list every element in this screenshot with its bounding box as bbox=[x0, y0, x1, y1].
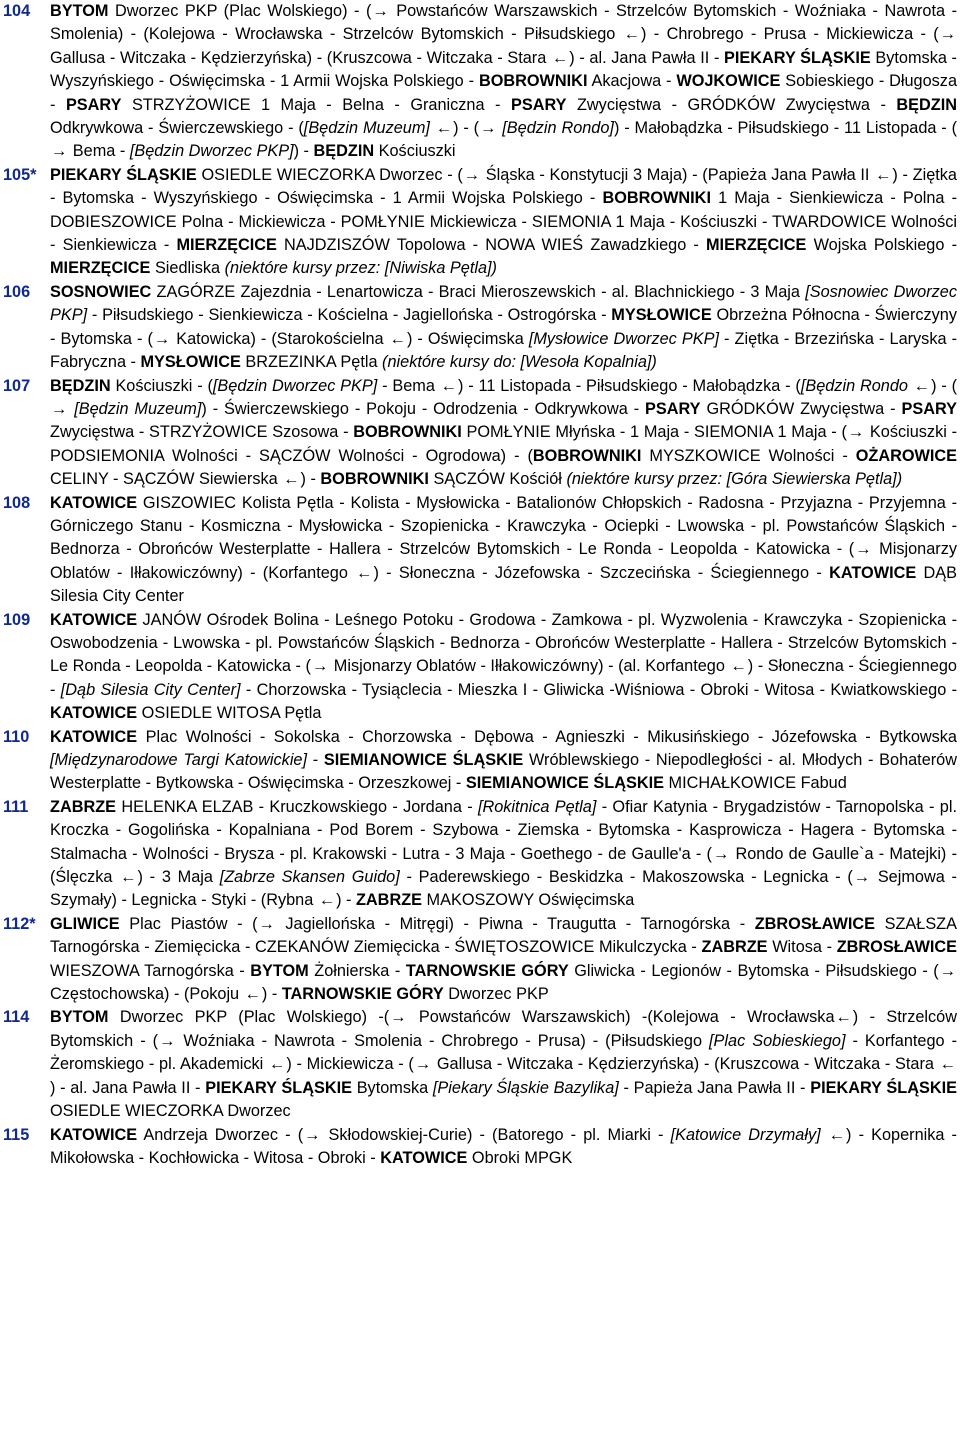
town-name: SOSNOWIEC bbox=[50, 282, 152, 301]
route-number: 108 bbox=[3, 493, 31, 512]
stop-note: [Katowice Drzymały] bbox=[670, 1125, 821, 1144]
arrow-left-icon: ← bbox=[913, 376, 931, 395]
street-list: Śląska - Konstytucji 3 Maja) - (Papieża Jana Pawła II bbox=[481, 165, 875, 184]
street-list: SZAŁSZA Tarnogórska - Ziemięcicka - CZEKANÓW Ziemięcicka - ŚWIĘTOSZOWICE Mikulczycka - bbox=[50, 914, 957, 957]
arrow-right-icon: → bbox=[153, 329, 171, 348]
town-name: BĘDZIN bbox=[896, 95, 957, 114]
street-list: MICHAŁKOWICE Fabud bbox=[663, 774, 847, 793]
street-list: Gliwicka - Legionów - Bytomska - Piłsudskiego - ( bbox=[568, 961, 939, 980]
route-description bbox=[50, 492, 957, 609]
stop-note: [Będzin Dworzec PKP] bbox=[212, 376, 378, 395]
stop-note: [Będzin Rondo] bbox=[502, 119, 614, 138]
street-list: Odkrywkowa - Świerczewskiego - ( bbox=[50, 119, 304, 138]
street-list: ) - bbox=[300, 470, 321, 489]
route-entry bbox=[3, 375, 957, 492]
street-list: NAJDZISZÓW Topolowa - NOWA WIEŚ Zawadzkiego - bbox=[276, 236, 706, 255]
street-list: Obroki MPGK bbox=[467, 1148, 573, 1167]
town-name: BOBROWNIKI bbox=[532, 446, 642, 465]
street-list: ) - Kopernika - Mikołowska - Kochłowicka - Witosa - Obroki - bbox=[50, 1125, 957, 1167]
street-list: OSIEDLE WIECZORKA Dworzec bbox=[50, 1102, 291, 1121]
stop-note: [Będzin Muzeum] bbox=[74, 399, 202, 418]
town-name: OŻAROWICE bbox=[855, 446, 958, 465]
town-name: KATOWICE bbox=[50, 704, 138, 723]
town-name: PSARY bbox=[901, 399, 957, 418]
town-name: PSARY bbox=[645, 399, 701, 418]
arrow-left-icon: ← bbox=[828, 1125, 846, 1144]
route-entry bbox=[3, 281, 957, 375]
street-list: ) - al. Jana Pawła II - bbox=[569, 48, 725, 67]
town-name: BYTOM bbox=[50, 2, 109, 20]
street-list: Bytomska bbox=[351, 1078, 433, 1097]
town-name: MYSŁOWICE bbox=[611, 306, 712, 325]
route-entry bbox=[3, 609, 957, 726]
stop-note: [Będzin Muzeum] bbox=[303, 119, 430, 138]
street-list: Dworzec PKP (Plac Wolskiego) -( bbox=[108, 1008, 390, 1027]
route-description bbox=[50, 726, 957, 796]
street-list bbox=[821, 1126, 828, 1144]
arrow-right-icon: → bbox=[414, 1055, 432, 1074]
arrow-left-icon: ← bbox=[875, 165, 892, 184]
street-list: Witosa - bbox=[767, 938, 837, 957]
town-name: GLIWICE bbox=[50, 914, 120, 933]
route-description bbox=[50, 609, 957, 726]
town-name: TARNOWSKIE GÓRY bbox=[405, 961, 569, 980]
route-number: 107 bbox=[3, 376, 31, 395]
town-name: KATOWICE bbox=[50, 1125, 138, 1144]
street-list: Gallusa - Witczaka - Kędzierzyńska) - (Kruszcowa - Witczaka - Stara bbox=[50, 48, 551, 67]
stop-note: [Plac Sobieskiego] bbox=[709, 1031, 846, 1050]
street-list: Bema - bbox=[68, 142, 130, 161]
arrow-left-icon: ← bbox=[551, 48, 569, 67]
street-list: Obrzeżna Północna - Świerczyny - Bytomska - ( bbox=[50, 306, 957, 348]
street-list: MAKOSZOWY Oświęcimska bbox=[422, 891, 635, 910]
route-entry bbox=[3, 796, 957, 913]
arrow-left-icon: ← bbox=[730, 657, 747, 676]
stop-note: [Międzynarodowe Targi Katowickie] bbox=[50, 751, 308, 769]
route-number: 110 bbox=[3, 727, 30, 746]
street-list: - Ziętka - Brzezińska - Laryska - Fabryczna - bbox=[50, 329, 957, 372]
arrow-right-icon: → bbox=[51, 399, 68, 418]
street-list: ) - Słoneczna - Józefowska - Szczecińska - Ściegiennego - bbox=[373, 563, 830, 582]
route-number: 105* bbox=[3, 165, 37, 184]
street-list: MYSZKOWICE Wolności - bbox=[641, 446, 856, 465]
town-name: PSARY bbox=[510, 95, 567, 114]
arrow-left-icon: ← bbox=[623, 25, 641, 44]
route-number: 106 bbox=[3, 282, 31, 301]
street-list: ) - ( bbox=[931, 376, 957, 395]
arrow-right-icon: → bbox=[463, 165, 481, 184]
route-number: 104 bbox=[3, 2, 31, 20]
town-name: KATOWICE bbox=[380, 1148, 468, 1167]
stop-note: [Dąb Silesia City Center] bbox=[60, 680, 241, 699]
street-list: ) - bbox=[261, 985, 282, 1004]
street-list: Częstochowska) - (Pokoju bbox=[50, 985, 244, 1004]
stop-note: (niektóre kursy do: [Wesoła Kopalnia]) bbox=[382, 353, 657, 372]
route-entry bbox=[3, 726, 957, 796]
street-list: ) - Mickiewicza - ( bbox=[286, 1055, 414, 1074]
town-name: ZABRZE bbox=[701, 938, 768, 957]
street-list: ) - Chrobrego - Prusa - Mickiewicza - ( bbox=[641, 25, 939, 44]
street-list: ) - 11 Listopada - Piłsudskiego - Małobądzka - ( bbox=[458, 376, 801, 395]
street-list: ) - Oświęcimska bbox=[406, 329, 529, 348]
town-name: ZABRZE bbox=[50, 797, 117, 816]
town-name: MIERZĘCICE bbox=[706, 236, 807, 255]
town-name: KATOWICE bbox=[50, 493, 138, 512]
route-description bbox=[50, 1006, 957, 1123]
street-list: Andrzeja Dworzec - ( bbox=[137, 1125, 304, 1144]
arrow-left-icon: ← bbox=[939, 1055, 956, 1074]
street-list: ) - Słoneczna - Ściegiennego - bbox=[50, 657, 957, 699]
street-list: Kościuszki - PODSIEMONIA Wolności - SĄCZÓW Wolności - Ogrodowa) - ( bbox=[50, 423, 957, 465]
street-list: ) - 3 Maja bbox=[137, 868, 220, 887]
street-list: - Chorzowska - Tysiąclecia - Mieszka I - Gliwicka -Wiśniowa - Obroki - Witosa - Kwiatkowskiego - bbox=[240, 680, 958, 699]
town-name: BOBROWNIKI bbox=[602, 189, 711, 208]
street-list: Bytomska - Wyszyńskiego - Oświęcimska - 1 Armii Wojska Polskiego - bbox=[50, 48, 957, 91]
street-list: Kościuszki bbox=[374, 142, 456, 161]
arrow-right-icon: → bbox=[390, 1008, 407, 1027]
street-list: Sejmowa - Szymały) - Legnicka - Styki - (Rybna bbox=[50, 868, 957, 910]
street-list: Żołnierska - bbox=[308, 961, 406, 980]
street-list: - Piłsudskiego - Sienkiewicza - Kościelna - Jagiellońska - Ostrogórska - bbox=[87, 306, 612, 325]
route-description bbox=[50, 913, 957, 1007]
street-list: Gallusa - Witczaka - Kędzierzyńska) - (Kruszcowa - Witczaka - Stara bbox=[432, 1055, 939, 1074]
street-list: Wróblewskiego - Niepodległości - al. Młodych - Bohaterów Westerplatte - Bytkowska - Oświęcimska - Orzeszkowej - bbox=[50, 751, 957, 793]
town-name: ZBROSŁAWICE bbox=[754, 914, 876, 933]
town-name: PIEKARY ŚLĄSKIE bbox=[810, 1078, 957, 1097]
street-list: OSIEDLE WITOSA Pętla bbox=[137, 704, 322, 723]
street-list: Siedliska bbox=[150, 259, 225, 278]
street-list: SĄCZÓW Kościół bbox=[428, 470, 567, 489]
arrow-right-icon: → bbox=[939, 961, 956, 980]
route-number: 111 bbox=[3, 797, 29, 816]
street-list: STRZYŻOWICE 1 Maja - Belna - Graniczna - bbox=[121, 95, 511, 114]
street-list: OSIEDLE WIECZORKA Dworzec - ( bbox=[196, 165, 463, 184]
arrow-right-icon: → bbox=[159, 1031, 176, 1050]
stop-note: [Piekary Śląskie Bazylika] bbox=[432, 1078, 619, 1097]
street-list: ) - Małobądzka - Piłsudskiego - 11 Listopada - ( bbox=[613, 119, 958, 138]
town-name: SIEMIANOWICE ŚLĄSKIE bbox=[465, 774, 664, 793]
town-name: MIERZĘCICE bbox=[50, 259, 151, 278]
street-list: Rondo de Gaulle`a - Matejki) - (Ślęczka bbox=[50, 844, 957, 887]
street-list: - Korfantego - Żeromskiego - pl. Akademicki bbox=[50, 1031, 957, 1074]
arrow-right-icon: → bbox=[712, 844, 730, 863]
stop-note: [Mysłowice Dworzec PKP] bbox=[528, 329, 719, 348]
street-list: JANÓW Ośrodek Bolina - Leśnego Potoku - Grodowa - Zamkowa - pl. Wyzwolenia - Krawczyka - Szopienicka - Oswobodzenia - Lwowska - pl. Powstańców Śląskich - Bednorza - Obrońców Westerplatte - Hallera - Strzelców Bytomskich - Le Ronda - Leopolda - Katowicka - ( bbox=[50, 610, 957, 676]
street-list: DĄB Silesia City Center bbox=[50, 563, 957, 606]
street-list: Sobieskiego - Długosza - bbox=[50, 72, 957, 114]
street-list: GISZOWIEC Kolista Pętla - Kolista - Mysłowicka - Batalionów Chłopskich - Radosna - Przyjazna - Przyjemna - Górniczego Stanu - Kosmiczna - Mysłowicka - Szopienicka - Krawczyka - Ociepki - Lwowska - pl. Powstańców Śląskich - Bednorza - Obrońców Westerplatte - Hallera - Strzelców Bytomskich - Le Ronda - Leopolda - Katowicka - ( bbox=[50, 493, 957, 559]
town-name: ZBROSŁAWICE bbox=[836, 938, 957, 957]
route-entry bbox=[3, 164, 957, 281]
arrow-left-icon: ← bbox=[435, 119, 453, 138]
street-list: GRÓDKÓW Zwycięstwa - bbox=[700, 399, 902, 418]
town-name: PIEKARY ŚLĄSKIE bbox=[50, 165, 197, 184]
stop-note: [Zabrze Skansen Guido] bbox=[219, 868, 400, 887]
street-list: ) - Strzelców Bytomskich - ( bbox=[50, 1008, 957, 1050]
street-list: ) - al. Jana Pawła II - bbox=[50, 1078, 206, 1097]
town-name: MIERZĘCICE bbox=[176, 236, 277, 255]
town-name: BYTOM bbox=[250, 961, 309, 980]
arrow-right-icon: → bbox=[855, 540, 872, 559]
street-list: Akacjowa - bbox=[587, 72, 677, 91]
town-name: BOBROWNIKI bbox=[478, 72, 588, 91]
route-entry bbox=[3, 913, 957, 1007]
route-description bbox=[50, 281, 957, 375]
arrow-right-icon: → bbox=[258, 914, 275, 933]
route-entry bbox=[3, 1006, 957, 1123]
street-list: - bbox=[307, 751, 324, 769]
arrow-right-icon: → bbox=[311, 657, 329, 676]
stop-note: (niektóre kursy przez: [Góra Siewierska Pętla]) bbox=[566, 470, 903, 489]
street-list: POMŁYNIE Młyńska - 1 Maja - SIEMONIA 1 Maja - ( bbox=[461, 423, 847, 442]
street-list: Skłodowskiej-Curie) - (Batorego - pl. Miarki - bbox=[321, 1125, 671, 1144]
town-name: PSARY bbox=[65, 95, 122, 114]
route-number: 114 bbox=[3, 1008, 30, 1027]
street-list: - Papieża Jana Pawła II - bbox=[618, 1078, 811, 1097]
arrow-right-icon: → bbox=[480, 119, 497, 138]
street-list: ) - Ziętka - Bytomska - Wyszyńskiego - Oświęcimska - 1 Armii Wojska Polskiego - bbox=[50, 165, 957, 208]
route-description bbox=[50, 0, 957, 164]
stop-note: [Rokitnica Pętla] bbox=[477, 797, 597, 816]
arrow-left-icon: ← bbox=[283, 470, 300, 489]
street-list: Powstańców Warszawskich - Strzelców Bytomskich - Woźniaka - Nawrota - Smolenia) - (Kolejowa - Wrocławska - Strzelców Bytomskich - Piłsudskiego bbox=[50, 2, 958, 44]
arrow-right-icon: → bbox=[51, 142, 68, 161]
town-name: KATOWICE bbox=[50, 610, 138, 629]
arrow-left-icon: ← bbox=[244, 985, 261, 1004]
street-list: Zwycięstwa - STRZYŻOWICE Szosowa - bbox=[50, 423, 354, 442]
town-name: PIEKARY ŚLĄSKIE bbox=[205, 1078, 352, 1097]
arrow-left-icon: ← bbox=[356, 563, 373, 582]
street-list: CELINY - SĄCZÓW Siewierska bbox=[50, 470, 283, 489]
stop-note: (niektóre kursy przez: [Niwiska Pętla]) bbox=[224, 259, 497, 278]
route-description bbox=[50, 164, 957, 281]
street-list: Plac Piastów - ( bbox=[119, 914, 258, 933]
arrow-left-icon: ← bbox=[835, 1008, 852, 1027]
arrow-left-icon: ← bbox=[269, 1055, 286, 1074]
town-name: KATOWICE bbox=[50, 727, 138, 746]
route-description bbox=[50, 1124, 957, 1171]
street-list: Zwycięstwa - GRÓDKÓW Zwycięstwa - bbox=[566, 95, 897, 114]
town-name: BYTOM bbox=[50, 1008, 109, 1027]
street-list: Wojska Polskiego - bbox=[806, 236, 958, 255]
street-list: Kościuszki - ( bbox=[110, 376, 213, 395]
arrow-right-icon: → bbox=[372, 2, 389, 20]
route-number: 115 bbox=[3, 1125, 30, 1144]
arrow-right-icon: → bbox=[304, 1125, 321, 1144]
street-list: Katowicka) - (Starokościelna bbox=[171, 329, 389, 348]
street-list: Jagiellońska - Mitręgi) - Piwna - Traugutta - Tarnogórska - bbox=[275, 914, 755, 933]
street-list: Misjonarzy Oblatów - Iłłakowiczówny) - (al. Korfantego bbox=[329, 657, 730, 676]
route-description bbox=[50, 375, 957, 492]
arrow-left-icon: ← bbox=[318, 891, 336, 910]
town-name: WOJKOWICE bbox=[676, 72, 781, 91]
street-list: Misjonarzy Oblatów - Iłłakowiczówny) - (Korfantego bbox=[50, 540, 957, 582]
route-entry bbox=[3, 0, 957, 164]
street-list: ) - ( bbox=[453, 119, 480, 138]
town-name: KATOWICE bbox=[829, 563, 917, 582]
town-name: MYSŁOWICE bbox=[140, 353, 241, 372]
arrow-left-icon: ← bbox=[389, 329, 406, 348]
arrow-left-icon: ← bbox=[120, 868, 137, 887]
arrow-right-icon: → bbox=[847, 423, 865, 442]
town-name: ZABRZE bbox=[355, 891, 423, 910]
street-list: Powstańców Warszawskich) -(Kolejowa - Wrocławska bbox=[407, 1008, 835, 1027]
street-list: Woźniaka - Nawrota - Smolenia - Chrobrego - Prusa) - (Piłsudskiego bbox=[176, 1031, 710, 1050]
town-name: SIEMIANOWICE ŚLĄSKIE bbox=[323, 751, 524, 769]
street-list: ) - bbox=[293, 142, 314, 161]
stop-note: [Będzin Dworzec PKP] bbox=[129, 142, 294, 161]
arrow-right-icon: → bbox=[853, 868, 871, 887]
town-name: PIEKARY ŚLĄSKIE bbox=[724, 48, 871, 67]
route-number: 109 bbox=[3, 610, 31, 629]
stop-note: [Będzin Rondo bbox=[800, 376, 908, 395]
street-list: 1 Maja - Sienkiewicza - Polna - DOBIESZOWICE Polna - Mickiewicza - POMŁYNIE Mickiewicza - SIEMONIA 1 Maja - Kościuszki - TWARDOWICE Wolności - Sienkiewicza - bbox=[50, 189, 957, 255]
route-entry bbox=[3, 1124, 957, 1171]
street-list: WIESZOWA Tarnogórska - bbox=[50, 961, 251, 980]
street-list: Dworzec PKP (Plac Wolskiego) - ( bbox=[108, 2, 372, 20]
town-name: BOBROWNIKI bbox=[353, 423, 462, 442]
street-list: HELENKA ELZAB - Kruczkowskiego - Jordana - bbox=[116, 797, 478, 816]
street-list: ZAGÓRZE Zajezdnia - Lenartowicza - Braci Mieroszewskich - al. Blachnickiego - 3 Maja bbox=[151, 282, 806, 301]
arrow-left-icon: ← bbox=[440, 376, 458, 395]
street-list: BRZEZINKA Pętla bbox=[240, 353, 383, 372]
street-list: Plac Wolności - Sokolska - Chorzowska - Dębowa - Agnieszki - Mikusińskiego - Józefowska - Bytkowska bbox=[137, 727, 957, 746]
town-name: TARNOWSKIE GÓRY bbox=[281, 985, 444, 1004]
street-list: Dworzec PKP bbox=[443, 985, 549, 1004]
route-entry bbox=[3, 492, 957, 609]
street-list: - Ofiar Katynia - Brygadzistów - Tarnopolska - pl. Kroczka - Gogolińska - Kopalniana - Pod Borem - Szybowa - Ziemska - Bytomska - Kasprowicza - Hagera - Bytomska - Stalmacha - Wolności - Brysza - pl. Krakowski - Lutra - 3 Maja - Goethego - de Gaulle'a - ( bbox=[50, 797, 957, 863]
town-name: BĘDZIN bbox=[50, 376, 111, 395]
town-name: BOBROWNIKI bbox=[320, 470, 429, 489]
route-number: 112* bbox=[3, 914, 36, 933]
route-description bbox=[50, 796, 957, 913]
street-list: - Bema bbox=[377, 376, 440, 395]
street-list: ) - Świerczewskiego - Pokoju - Odrodzenia - Odkrywkowa - bbox=[201, 399, 646, 418]
street-list: ) - bbox=[336, 891, 356, 910]
street-list: - Paderewskiego - Beskidzka - Makoszowska - Legnicka - ( bbox=[399, 868, 853, 887]
arrow-right-icon: → bbox=[939, 25, 956, 44]
town-name: BĘDZIN bbox=[313, 142, 375, 161]
stop-note: [Sosnowiec Dworzec PKP] bbox=[50, 282, 957, 325]
